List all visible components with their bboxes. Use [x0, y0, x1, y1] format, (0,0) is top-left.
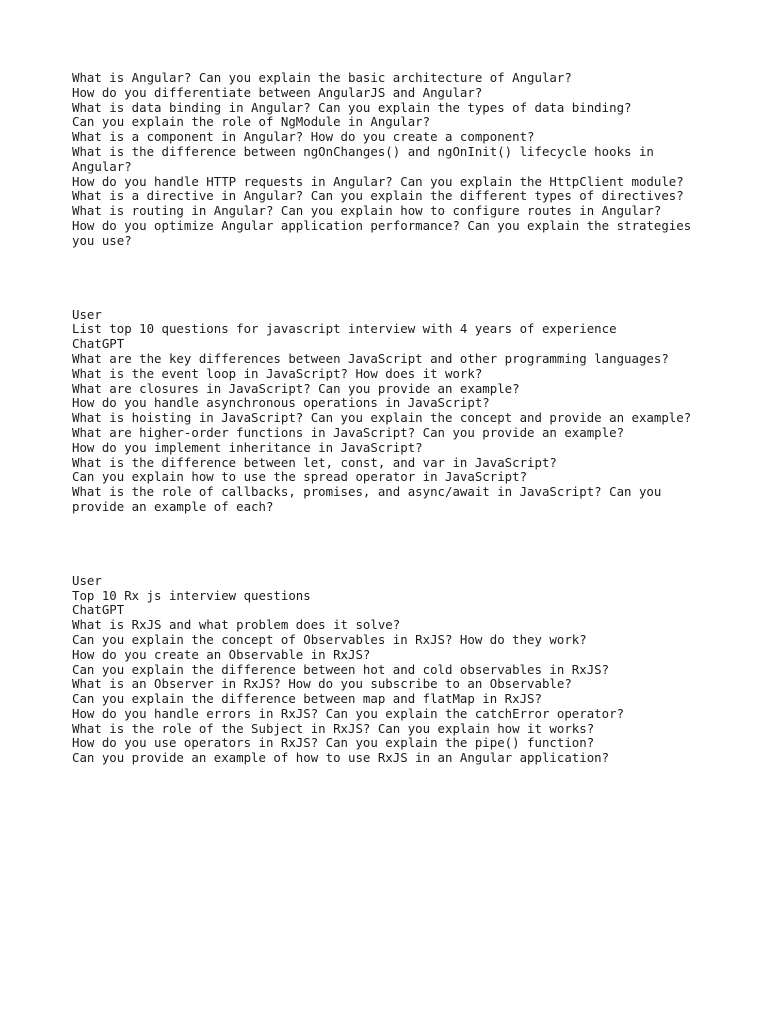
question-line: Can you explain the difference between hot and cold observables in RxJS?	[72, 661, 610, 677]
question-line: How do you use operators in RxJS? Can you explain the pipe() function?	[72, 735, 595, 751]
question-line: What are higher-order functions in JavaScript? Can you provide an example?	[72, 424, 625, 440]
angular-questions-section	[72, 71, 712, 249]
question-line: How do you handle HTTP requests in Angular? Can you explain the HttpClient module?	[72, 173, 684, 189]
question-line: What is the difference between let, const, and var in JavaScript?	[72, 454, 557, 470]
user-label: User	[72, 572, 102, 588]
question-line: What is the role of the Subject in RxJS? Can you explain how it works?	[72, 720, 595, 736]
question-line: What is the role of callbacks, promises, and async/await in JavaScript? Can you	[72, 484, 662, 500]
document-page	[72, 71, 712, 766]
question-line: How do you handle asynchronous operations in JavaScript?	[72, 395, 490, 411]
assistant-label: ChatGPT	[72, 336, 125, 352]
question-line: What is a directive in Angular? Can you explain the different types of directives?	[72, 188, 684, 204]
user-label: User	[72, 306, 102, 322]
section-spacer	[72, 515, 712, 574]
question-line: How do you implement inheritance in JavaScript?	[72, 439, 423, 455]
question-line: Can you explain the concept of Observables in RxJS? How do they work?	[72, 631, 587, 647]
user-prompt: List top 10 questions for javascript interview with 4 years of experience	[72, 321, 617, 337]
question-line: you use?	[72, 232, 132, 248]
assistant-label: ChatGPT	[72, 602, 125, 618]
question-line: How do you differentiate between AngularJS and Angular?	[72, 84, 483, 100]
question-line: What is the event loop in JavaScript? How does it work?	[72, 365, 483, 381]
question-line: Can you explain the role of NgModule in Angular?	[72, 114, 431, 130]
question-line: Can you explain the difference between map and flatMap in RxJS?	[72, 691, 542, 707]
question-line: What is Angular? Can you explain the basic architecture of Angular?	[72, 70, 572, 85]
question-line: What is hoisting in JavaScript? Can you explain the concept and provide an example?	[72, 410, 692, 426]
question-line: What is a component in Angular? How do you create a component?	[72, 129, 535, 145]
question-line: What is data binding in Angular? Can you explain the types of data binding?	[72, 99, 632, 115]
question-line: How do you optimize Angular application performance? Can you explain the strategies	[72, 217, 692, 233]
question-line: What are the key differences between JavaScript and other programming languages?	[72, 350, 669, 366]
question-line: How do you handle errors in RxJS? Can you explain the catchError operator?	[72, 705, 625, 721]
question-line: provide an example of each?	[72, 498, 274, 514]
question-line: What is RxJS and what problem does it solve?	[72, 617, 401, 633]
question-line: How do you create an Observable in RxJS?	[72, 646, 371, 662]
rxjs-questions-section	[72, 574, 712, 766]
user-prompt: Top 10 Rx js interview questions	[72, 587, 311, 603]
question-line: Can you provide an example of how to use RxJS in an Angular application?	[72, 750, 610, 766]
question-line: Angular?	[72, 158, 132, 174]
question-line: What are closures in JavaScript? Can you provide an example?	[72, 380, 520, 396]
javascript-questions-section	[72, 308, 712, 515]
section-spacer	[72, 249, 712, 308]
question-line: What is the difference between ngOnChanges() and ngOnInit() lifecycle hooks in	[72, 143, 654, 159]
question-line: What is an Observer in RxJS? How do you subscribe to an Observable?	[72, 676, 572, 692]
question-line: Can you explain how to use the spread operator in JavaScript?	[72, 469, 528, 485]
question-line: What is routing in Angular? Can you explain how to configure routes in Angular?	[72, 203, 662, 219]
